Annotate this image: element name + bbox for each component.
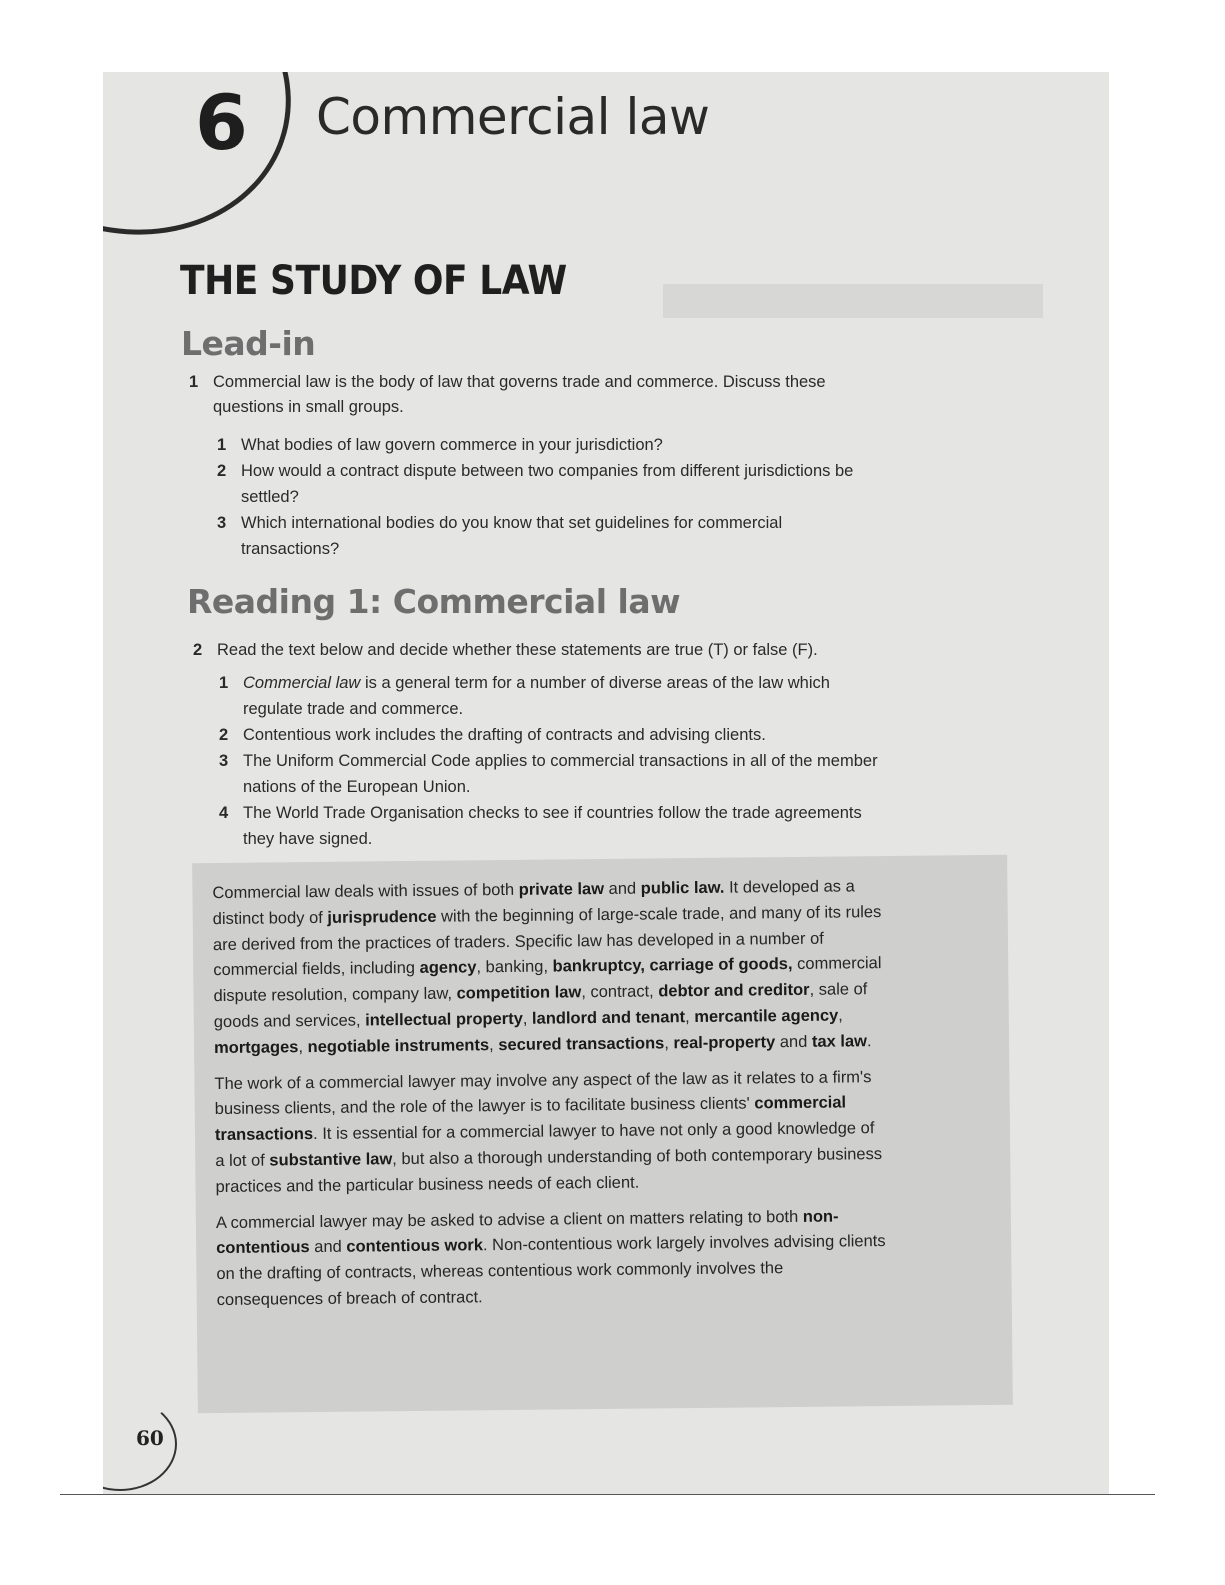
paragraph-text: , [664,1034,674,1053]
key-term: jurisprudence [327,907,437,927]
key-term: non-contentious [216,1207,839,1258]
reading-statements [219,670,889,852]
question-number: 2 [217,462,227,480]
key-term: mercantile agency [694,1006,839,1027]
question-text: Which international bodies do you know that set guidelines for commercial transactions? [241,514,783,558]
statement-number: 3 [219,752,229,770]
statement-item [219,748,889,800]
statement-text: is a general term for a number of diverse areas of the law which regulate trade and commerce. [243,674,830,718]
paragraph-text: with the beginning of large-scale trade, and many of its rules are derived from the practices of traders. Specific law has developed in a number of commercial fields, including [212,902,882,980]
statement-text: The World Trade Organisation checks to see if countries follow the trade agreements they have signed. [243,804,862,848]
question-item [217,510,877,562]
question-number: 1 [217,436,227,454]
reading-text-box [192,855,1013,1414]
paragraph-text: . It is essential for a commercial lawyer to have not only a good knowledge of a lot of [215,1119,875,1171]
key-term: mortgages [213,1037,299,1057]
reading-task [193,638,993,663]
key-term: real-property [673,1032,776,1053]
key-term: negotiable instruments [307,1035,490,1056]
reading-paragraph [214,1065,885,1201]
lead-in-questions [217,432,877,562]
task-number: 2 [193,641,203,659]
paragraph-text: , [684,1008,695,1027]
statement-number: 2 [219,726,229,744]
statement-term: Commercial law [243,674,361,692]
question-text: How would a contract dispute between two companies from different jurisdictions be settled? [241,462,854,506]
paragraph-text: , [522,1009,533,1028]
question-text: What bodies of law govern commerce in your jurisdiction? [241,436,663,454]
paragraph-text: , [489,1035,499,1054]
statement-number: 4 [219,804,229,822]
paragraph-text: and [603,879,641,898]
paragraph-text: , [298,1037,308,1056]
key-term: tax law [811,1032,868,1051]
section-title: THE STUDY OF LAW [180,258,567,304]
reading-text [212,874,887,1324]
paragraph-text: , but also a thorough understanding of both contemporary business practices and the particular business needs of each client. [215,1145,883,1196]
chapter-title: Commercial law [316,88,710,146]
key-term: intellectual property [365,1009,523,1030]
paragraph-text: . [866,1031,872,1051]
reading-paragraph [216,1204,887,1314]
statement-item [219,722,889,748]
task-text: Commercial law is the body of law that governs trade and commerce. Discuss these questions in small groups. [213,373,826,416]
paragraph-text: commercial dispute resolution, company law, [213,954,882,1006]
page-number: 60 [136,1426,164,1450]
paragraph-text: , sale of goods and services, [213,980,868,1032]
paragraph-text: The work of a commercial lawyer may involve any aspect of the law as it relates to a firm's business clients, and the role of the lawyer is to facilitate business clients' [214,1067,872,1119]
paragraph-text: Commercial law deals with issues of both [212,880,519,903]
key-term: debtor and creditor [658,981,810,1001]
chapter-number: 6 [195,78,248,167]
paragraph-text: . Non-contentious work largely involves advising clients on the drafting of contracts, whereas contentious work commonly involves the consequences of breach of contract. [216,1232,886,1310]
task-text: Read the text below and decide whether these statements are true (T) or false (F). [217,641,818,659]
statement-item [219,670,889,722]
paragraph-text: It developed as a distinct body of [212,877,855,928]
key-term: competition law [456,983,582,1003]
bleed-through-band [663,284,1043,318]
reading-paragraph [212,874,884,1062]
paragraph-text: A commercial lawyer may be asked to advise a client on matters relating to both [215,1207,803,1232]
lead-in-heading: Lead-in [181,324,316,363]
statement-number: 1 [219,674,229,692]
key-term: agency [419,958,477,978]
key-term: contentious work [346,1236,484,1257]
bottom-rule [60,1494,1155,1495]
task-1 [189,370,894,420]
key-term: public law. [640,878,725,898]
key-term: private law [518,879,605,899]
paragraph-text: and [309,1238,347,1257]
key-term: commercial transactions [214,1093,847,1145]
book-page [103,72,1109,1494]
key-term: substantive law [269,1150,393,1170]
paragraph-text: , [838,1006,843,1025]
reading-heading: Reading 1: Commercial law [187,582,681,621]
statement-text: Contentious work includes the drafting of contracts and advising clients. [243,726,766,744]
task-2 [193,638,993,663]
question-item [217,458,877,510]
question-item [217,432,877,458]
paragraph-text: , banking, [476,957,553,977]
paragraph-text: , contract, [581,982,659,1002]
statement-text: The Uniform Commercial Code applies to commercial transactions in all of the member nations of the European Union. [243,752,878,796]
paragraph-text: and [775,1032,813,1051]
task-number: 1 [189,373,199,391]
key-term: secured transactions [498,1034,665,1054]
key-term: bankruptcy, carriage of goods, [552,955,793,976]
key-term: landlord and tenant [531,1008,686,1028]
question-number: 3 [217,514,227,532]
lead-in-task [189,370,894,420]
statement-item [219,800,889,852]
